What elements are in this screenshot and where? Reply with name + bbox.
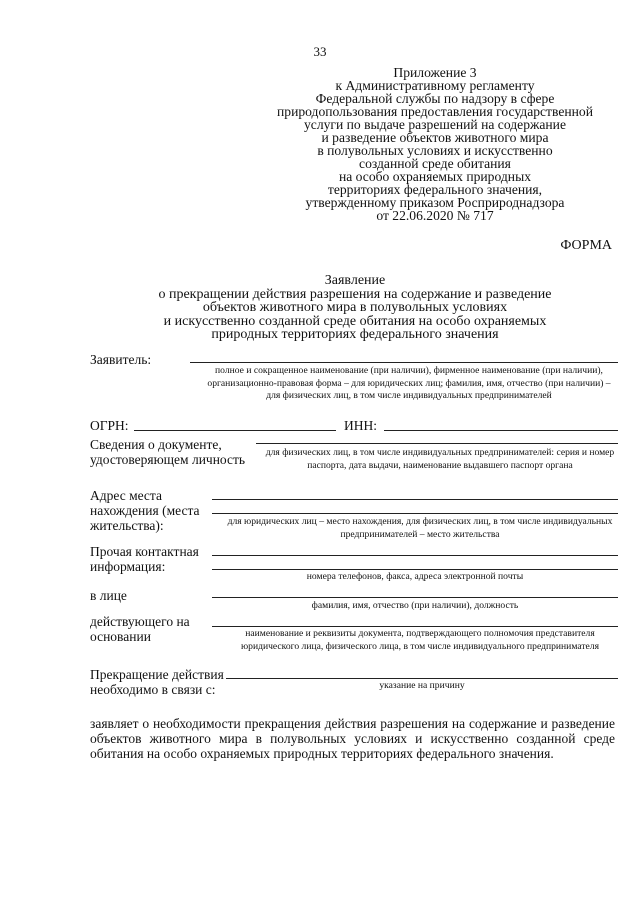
applicant-label: Заявитель:	[90, 352, 152, 367]
ogrn-label: ОГРН:	[90, 418, 129, 433]
page-number: 33	[313, 44, 327, 59]
id-doc-label: Сведения о документе, удостоверяющем личность	[90, 437, 246, 467]
reason-hint: указание на причину	[379, 680, 465, 691]
contacts-field-1[interactable]	[212, 555, 618, 556]
id-doc-field[interactable]	[256, 443, 618, 444]
reason-field[interactable]	[226, 678, 618, 679]
person-hint: фамилия, имя, отчество (при наличии), должность	[311, 600, 519, 611]
title-line: Заявление	[324, 273, 386, 288]
appendix-header	[250, 66, 620, 222]
document-title	[95, 274, 615, 342]
appendix-line: к Административному регламенту	[335, 78, 535, 93]
appendix-line: Федеральной службы по надзору в сфере	[315, 91, 555, 106]
ogrn-field[interactable]	[134, 430, 336, 431]
id-doc-hint: для физических лиц, в том числе индивидуальных предпринимателей: серия и номер паспорта, дата выдачи, наименование выдавшего паспорт органа	[265, 447, 615, 471]
appendix-line: созданной среде обитания	[359, 156, 511, 171]
appendix-line: в полувольных условиях и искусственно	[317, 143, 553, 158]
appendix-line: природопользования предоставления государственной	[277, 104, 593, 119]
appendix-line: на особо охраняемых природных	[338, 169, 532, 184]
person-label: в лице	[90, 588, 127, 603]
title-line: о прекращении действия разрешения на содержание и разведение	[158, 286, 552, 302]
contacts-hint: номера телефонов, факса, адреса электронной почты	[306, 571, 524, 582]
address-hint: для юридических лиц – место нахождения, для физических лиц, в том числе индивидуальных предпринимателей – место жительства	[227, 516, 613, 540]
basis-field[interactable]	[212, 626, 618, 627]
contacts-label: Прочая контактная информация:	[90, 544, 199, 574]
basis-label: действующего на основании	[90, 614, 190, 644]
appendix-line: и разведение объектов животного мира	[321, 130, 549, 145]
appendix-line: утвержденному приказом Росприроднадзора	[305, 195, 565, 210]
applicant-hint: полное и сокращенное наименование (при наличии), фирменное наименование (при наличии), организационно-правовая форма – для юридических лиц; фамилия, имя, отчество (при наличии) – для физических лиц, в том числе индивидуальных предпринимателей	[207, 365, 611, 401]
closing-paragraph: заявляет о необходимости прекращения действия разрешения на содержание и разведение объектов животного мира в полувольных условиях и искусственно созданной среде обитания на особо охраняемых природных территориях федерального значения.	[90, 716, 615, 761]
appendix-line: Приложение 3	[393, 65, 477, 80]
contacts-field-2[interactable]	[212, 569, 618, 570]
appendix-line: услуги по выдаче разрешений на содержание	[303, 117, 566, 132]
form-label: ФОРМА	[560, 238, 612, 253]
address-label: Адрес места нахождения (места жительства):	[90, 488, 200, 533]
title-line: природных территориях федерального значения	[211, 327, 499, 343]
applicant-field[interactable]	[190, 362, 618, 363]
title-line: объектов животного мира в полувольных условиях	[202, 300, 508, 316]
person-field[interactable]	[212, 597, 618, 598]
address-field-2[interactable]	[212, 513, 618, 514]
inn-label: ИНН:	[344, 418, 377, 433]
reason-label: Прекращение действия необходимо в связи с:	[90, 667, 224, 697]
appendix-line: от 22.06.2020 № 717	[376, 208, 494, 223]
address-field-1[interactable]	[212, 499, 618, 500]
inn-field[interactable]	[384, 430, 618, 431]
basis-hint: наименование и реквизиты документа, подтверждающего полномочия представителя юридического лица, физического лица, в том числе индивидуального предпринимателя	[240, 628, 599, 652]
title-line: и искусственно созданной среде обитания на особо охраняемых	[163, 313, 547, 329]
appendix-line: территориях федерального значения,	[327, 182, 543, 197]
